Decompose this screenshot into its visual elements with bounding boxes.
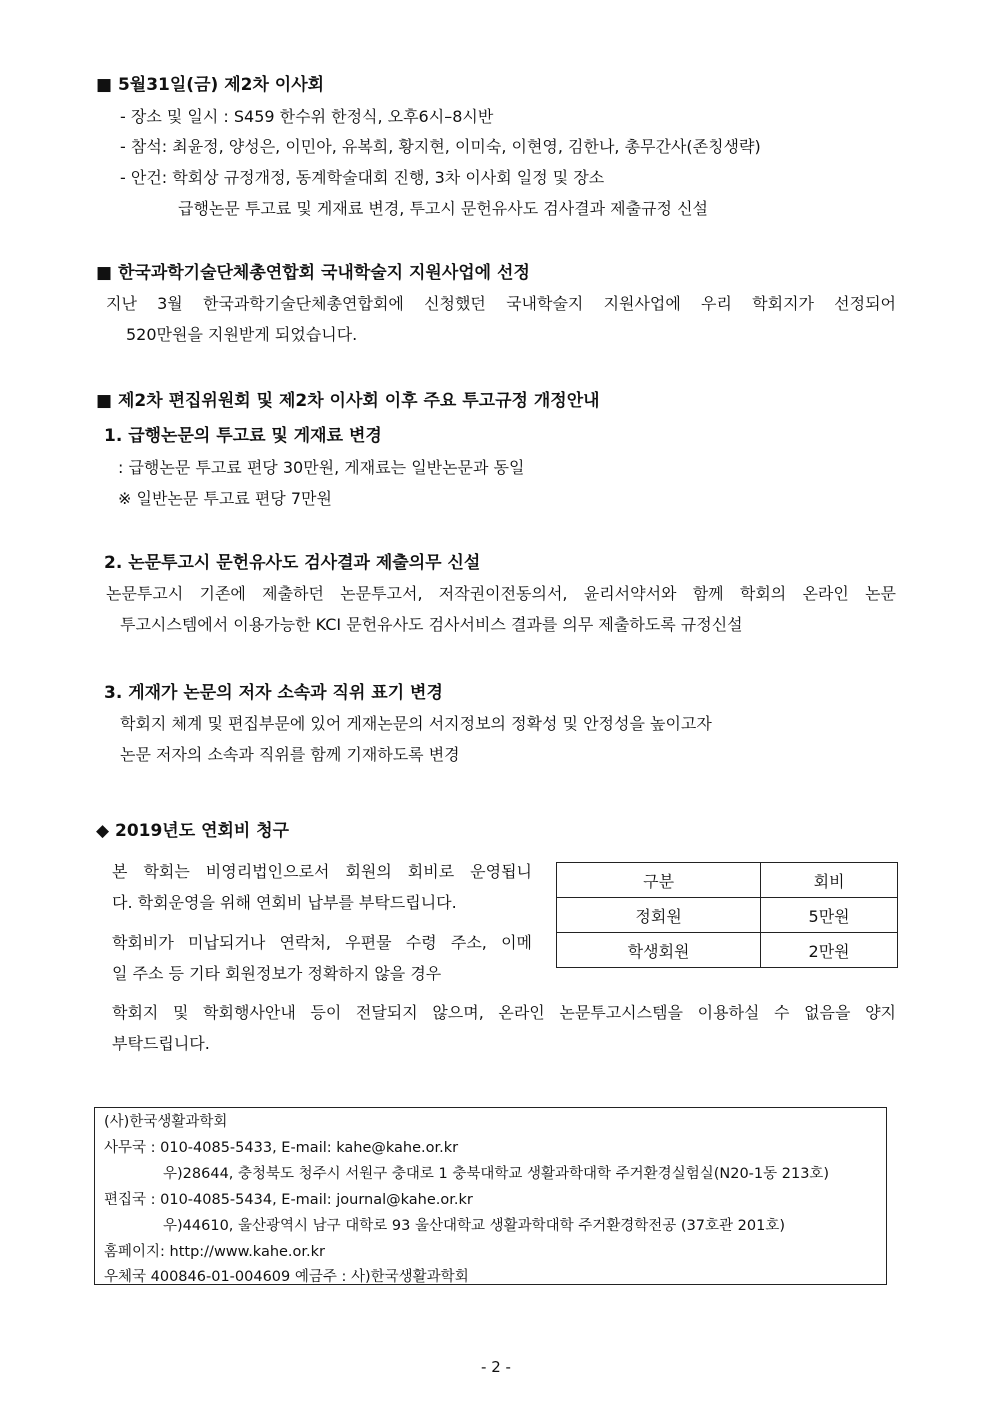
rule-3-title: 3. 게재가 논문의 저자 소속과 직위 표기 변경 <box>104 683 443 703</box>
contact-bank-account: 우체국 400846-01-004609 예금주 : 사)한국생활과학회 <box>104 1269 469 1285</box>
contact-box <box>94 1107 887 1285</box>
meeting-place-line: - 장소 및 일시 : S459 한수위 한정식, 오후6시–8시반 <box>120 107 494 126</box>
journal-support-line-1: 지난 3월 한국과학기술단체총연합회에 신청했던 국내학술지 지원사업에 우리 학회지가 선정되어 <box>106 294 896 313</box>
contact-homepage: 홈페이지: http://www.kahe.or.kr <box>104 1244 326 1260</box>
fee-paragraph-line-3: 학회비가 미납되거나 연락처, 우편물 수령 주소, 이메 <box>112 933 532 952</box>
section-title-annual-fee: ◆ 2019년도 연회비 청구 <box>96 821 290 841</box>
journal-support-line-2: 520만원을 지원받게 되었습니다. <box>126 325 358 344</box>
fee-amount-student: 2만원 <box>761 933 898 968</box>
rule-2-line-1: 논문투고시 기존에 제출하던 논문투고서, 저작권이전동의서, 윤리서약서와 함께 학회의 온라인 논문 <box>106 584 896 603</box>
fee-header-category: 구분 <box>557 863 761 898</box>
contact-office-address: 우)28644, 충청북도 청주시 서원구 충대로 1 충북대학교 생활과학대학 주거환경실험실(N20-1동 213호) <box>163 1166 830 1182</box>
contact-editorial-line: 편집국 : 010-4085-5434, E-mail: journal@kahe.or.kr <box>104 1192 473 1208</box>
fee-category-student: 학생회원 <box>557 933 761 968</box>
table-row <box>557 933 898 968</box>
rule-3-line-2: 논문 저자의 소속과 직위를 함께 기재하도록 변경 <box>120 745 460 764</box>
rule-3-line-1: 학회지 체계 및 편집부문에 있어 게재논문의 서지정보의 정확성 및 안정성을 높이고자 <box>120 714 712 733</box>
section-title-journal-support: ■ 한국과학기술단체총연합회 국내학술지 지원사업에 선정 <box>96 263 530 283</box>
rule-1-line-2: ※ 일반논문 투고료 편당 7만원 <box>118 489 332 508</box>
page-number: - 2 - <box>481 1358 511 1376</box>
fee-paragraph-line-4: 일 주소 등 기타 회원정보가 정확하지 않을 경우 <box>112 964 442 983</box>
contact-society-name: (사)한국생활과학회 <box>104 1114 228 1130</box>
fee-category-regular: 정회원 <box>557 898 761 933</box>
table-row <box>557 898 898 933</box>
meeting-agenda-line: - 안건: 학회상 규정개정, 동계학술대회 진행, 3차 이사회 일정 및 장소 <box>120 168 605 187</box>
meeting-agenda-continued: 급행논문 투고료 및 게재료 변경, 투고시 문헌유사도 검사결과 제출규정 신설 <box>178 199 708 218</box>
fee-header-amount: 회비 <box>761 863 898 898</box>
section-title-submission-rules: ■ 제2차 편집위원회 및 제2차 이사회 이후 주요 투고규정 개정안내 <box>96 391 600 411</box>
rule-2-title: 2. 논문투고시 문헌유사도 검사결과 제출의무 신설 <box>104 553 481 573</box>
contact-office-line: 사무국 : 010-4085-5433, E-mail: kahe@kahe.or.kr <box>104 1140 459 1156</box>
fee-amount-regular: 5만원 <box>761 898 898 933</box>
meeting-attendees-line: - 참석: 최윤정, 양성은, 이민아, 유복희, 황지현, 이미숙, 이현영, 김한나, 총무간사(존칭생략) <box>120 137 761 156</box>
rule-1-line-1: : 급행논문 투고료 편당 30만원, 게재료는 일반논문과 동일 <box>118 458 525 477</box>
fee-paragraph-line-6: 부탁드립니다. <box>112 1034 210 1053</box>
rule-1-title: 1. 급행논문의 투고료 및 게재료 변경 <box>104 426 382 446</box>
fee-table <box>556 862 898 968</box>
section-title-board-meeting: ■ 5월31일(금) 제2차 이사회 <box>96 75 325 95</box>
fee-paragraph-line-1: 본 학회는 비영리법인으로서 회원의 회비로 운영됩니 <box>112 862 532 881</box>
fee-paragraph-line-5: 학회지 및 학회행사안내 등이 전달되지 않으며, 온라인 논문투고시스템을 이용하실 수 없음을 양지 <box>112 1003 896 1022</box>
contact-editorial-address: 우)44610, 울산광역시 남구 대학로 93 울산대학교 생활과학대학 주거환경학전공 (37호관 201호) <box>163 1218 785 1234</box>
rule-2-line-2: 투고시스템에서 이용가능한 KCI 문헌유사도 검사서비스 결과를 의무 제출하도록 규정신설 <box>120 615 743 634</box>
fee-paragraph-line-2: 다. 학회운영을 위해 연회비 납부를 부탁드립니다. <box>112 893 457 912</box>
fee-table-header <box>557 863 898 898</box>
